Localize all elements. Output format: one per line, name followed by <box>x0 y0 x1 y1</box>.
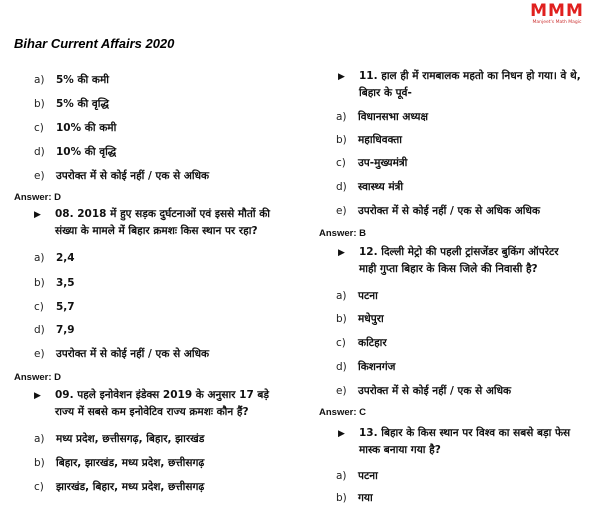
option-item <box>34 169 209 183</box>
brand-logo <box>527 2 587 25</box>
option-item <box>336 289 378 303</box>
question-13 <box>338 425 570 459</box>
option-text: स्वास्थ्य मंत्री <box>358 181 404 193</box>
option-text: 5,7 <box>56 301 75 313</box>
option-item <box>34 300 75 314</box>
option-text: उपरोक्त में से कोई नहीं / एक से अधिक <box>56 170 210 182</box>
option-item <box>34 145 116 159</box>
option-text: 7,9 <box>56 324 75 336</box>
question-line: राज्य में सबसे कम इनोवेटिव राज्य क्रमशः कौन हैं? <box>55 406 249 418</box>
option-label: a) <box>336 470 347 482</box>
option-item <box>336 110 428 124</box>
option-label: e) <box>34 348 45 360</box>
option-text: 2,4 <box>56 252 75 264</box>
question-line: 11. हाल ही में रामबालक महतो का निधन हो गया। वे थे, <box>359 70 581 82</box>
option-label: b) <box>34 98 45 110</box>
option-item <box>336 204 540 218</box>
option-text: विधानसभा अध्यक्ष <box>358 111 429 123</box>
question-09 <box>34 387 269 421</box>
triangle-bullet-icon: ▶ <box>338 429 345 439</box>
option-label: c) <box>34 301 44 313</box>
option-text: गया <box>358 492 373 504</box>
option-item <box>34 73 109 87</box>
question-line: मास्क बनाया गया है? <box>359 444 441 456</box>
option-text: बिहार, झारखंड, मध्य प्रदेश, छत्तीसगढ़ <box>56 457 205 469</box>
option-text: पटना <box>358 290 378 302</box>
option-label: b) <box>34 277 45 289</box>
question-line: 08. 2018 में हुए सड़क दुर्घटनाओं एवं इससे मौतों की <box>55 208 270 220</box>
option-label: a) <box>34 433 45 445</box>
option-text: 5% की वृद्धि <box>56 98 109 110</box>
question-08 <box>34 206 270 240</box>
question-line: माही गुप्ता बिहार के किस जिले की निवासी है? <box>359 263 538 275</box>
option-label: b) <box>336 313 347 325</box>
option-item <box>336 336 387 350</box>
question-line: 13. बिहार के किस स्थान पर विश्व का सबसे बड़ा फेस <box>359 427 571 439</box>
option-text: कटिहार <box>358 337 387 349</box>
option-text: महाधिवक्ता <box>358 134 402 146</box>
option-label: e) <box>34 170 45 182</box>
option-label: e) <box>336 385 347 397</box>
option-item <box>34 432 204 446</box>
option-item <box>34 251 75 265</box>
logo-tagline: Manjeet's Math Magic <box>532 20 582 25</box>
triangle-bullet-icon: ▶ <box>34 210 41 220</box>
option-text: 10% की वृद्धि <box>56 146 117 158</box>
option-text: 5% की कमी <box>56 74 109 86</box>
option-text: उपरोक्त में से कोई नहीं / एक से अधिक <box>358 385 512 397</box>
option-label: e) <box>336 205 347 217</box>
option-label: c) <box>336 157 346 169</box>
option-item <box>34 456 204 470</box>
option-item <box>34 323 75 337</box>
option-label: b) <box>336 134 347 146</box>
answer-text: Answer: D <box>14 192 61 203</box>
option-label: c) <box>34 122 44 134</box>
question-line: बिहार के पूर्व- <box>359 87 412 99</box>
triangle-bullet-icon: ▶ <box>338 72 345 82</box>
option-item <box>34 276 75 290</box>
option-label: a) <box>34 74 45 86</box>
option-label: c) <box>336 337 346 349</box>
option-item <box>34 480 204 494</box>
option-text: पटना <box>358 470 378 482</box>
option-item <box>336 133 402 147</box>
option-text: किशनगंज <box>358 361 396 373</box>
option-label: c) <box>34 481 44 493</box>
answer-text: Answer: C <box>319 407 366 418</box>
option-text: झारखंड, बिहार, मध्य प्रदेश, छत्तीसगढ़ <box>56 481 205 493</box>
option-text: मधेपुरा <box>358 313 384 325</box>
option-text: मध्य प्रदेश, छत्तीसगढ़, बिहार, झारखंड <box>56 433 205 445</box>
page-title: Bihar Current Affairs 2020 <box>14 36 175 51</box>
triangle-bullet-icon: ▶ <box>34 391 41 401</box>
option-text: उपरोक्त में से कोई नहीं / एक से अधिक <box>56 348 210 360</box>
question-11 <box>338 68 581 102</box>
option-item <box>336 384 511 398</box>
option-label: d) <box>34 146 45 158</box>
option-item <box>34 97 109 111</box>
option-item <box>34 121 116 135</box>
option-text: उपरोक्त में से कोई नहीं / एक से अधिक अधिक <box>358 205 541 217</box>
option-label: d) <box>34 324 45 336</box>
option-item <box>336 180 403 194</box>
option-item <box>336 360 395 374</box>
answer-text: Answer: D <box>14 372 61 383</box>
option-text: उप-मुख्यमंत्री <box>358 157 408 169</box>
option-label: d) <box>336 181 347 193</box>
option-label: a) <box>34 252 45 264</box>
option-label: a) <box>336 111 347 123</box>
question-line: 12. दिल्ली मेट्रो की पहली ट्रांसजेंडर बुकिंग ऑपरेटर <box>359 246 559 258</box>
option-item <box>336 156 407 170</box>
option-item <box>336 312 384 326</box>
question-line: 09. पहले इनोवेशन इंडेक्स 2019 के अनुसार 17 बड़े <box>55 389 270 401</box>
option-item <box>34 347 209 361</box>
option-text: 10% की कमी <box>56 122 117 134</box>
question-12 <box>338 244 559 278</box>
question-line: संख्या के मामले में बिहार क्रमशः किस स्थान पर रहा? <box>55 225 258 237</box>
option-item <box>336 469 378 483</box>
answer-text: Answer: B <box>319 228 366 239</box>
option-item <box>336 491 373 505</box>
option-label: b) <box>34 457 45 469</box>
option-label: d) <box>336 361 347 373</box>
option-label: b) <box>336 492 347 504</box>
triangle-bullet-icon: ▶ <box>338 248 345 258</box>
option-label: a) <box>336 290 347 302</box>
logo-mark: MMM <box>530 1 584 21</box>
option-text: 3,5 <box>56 277 75 289</box>
